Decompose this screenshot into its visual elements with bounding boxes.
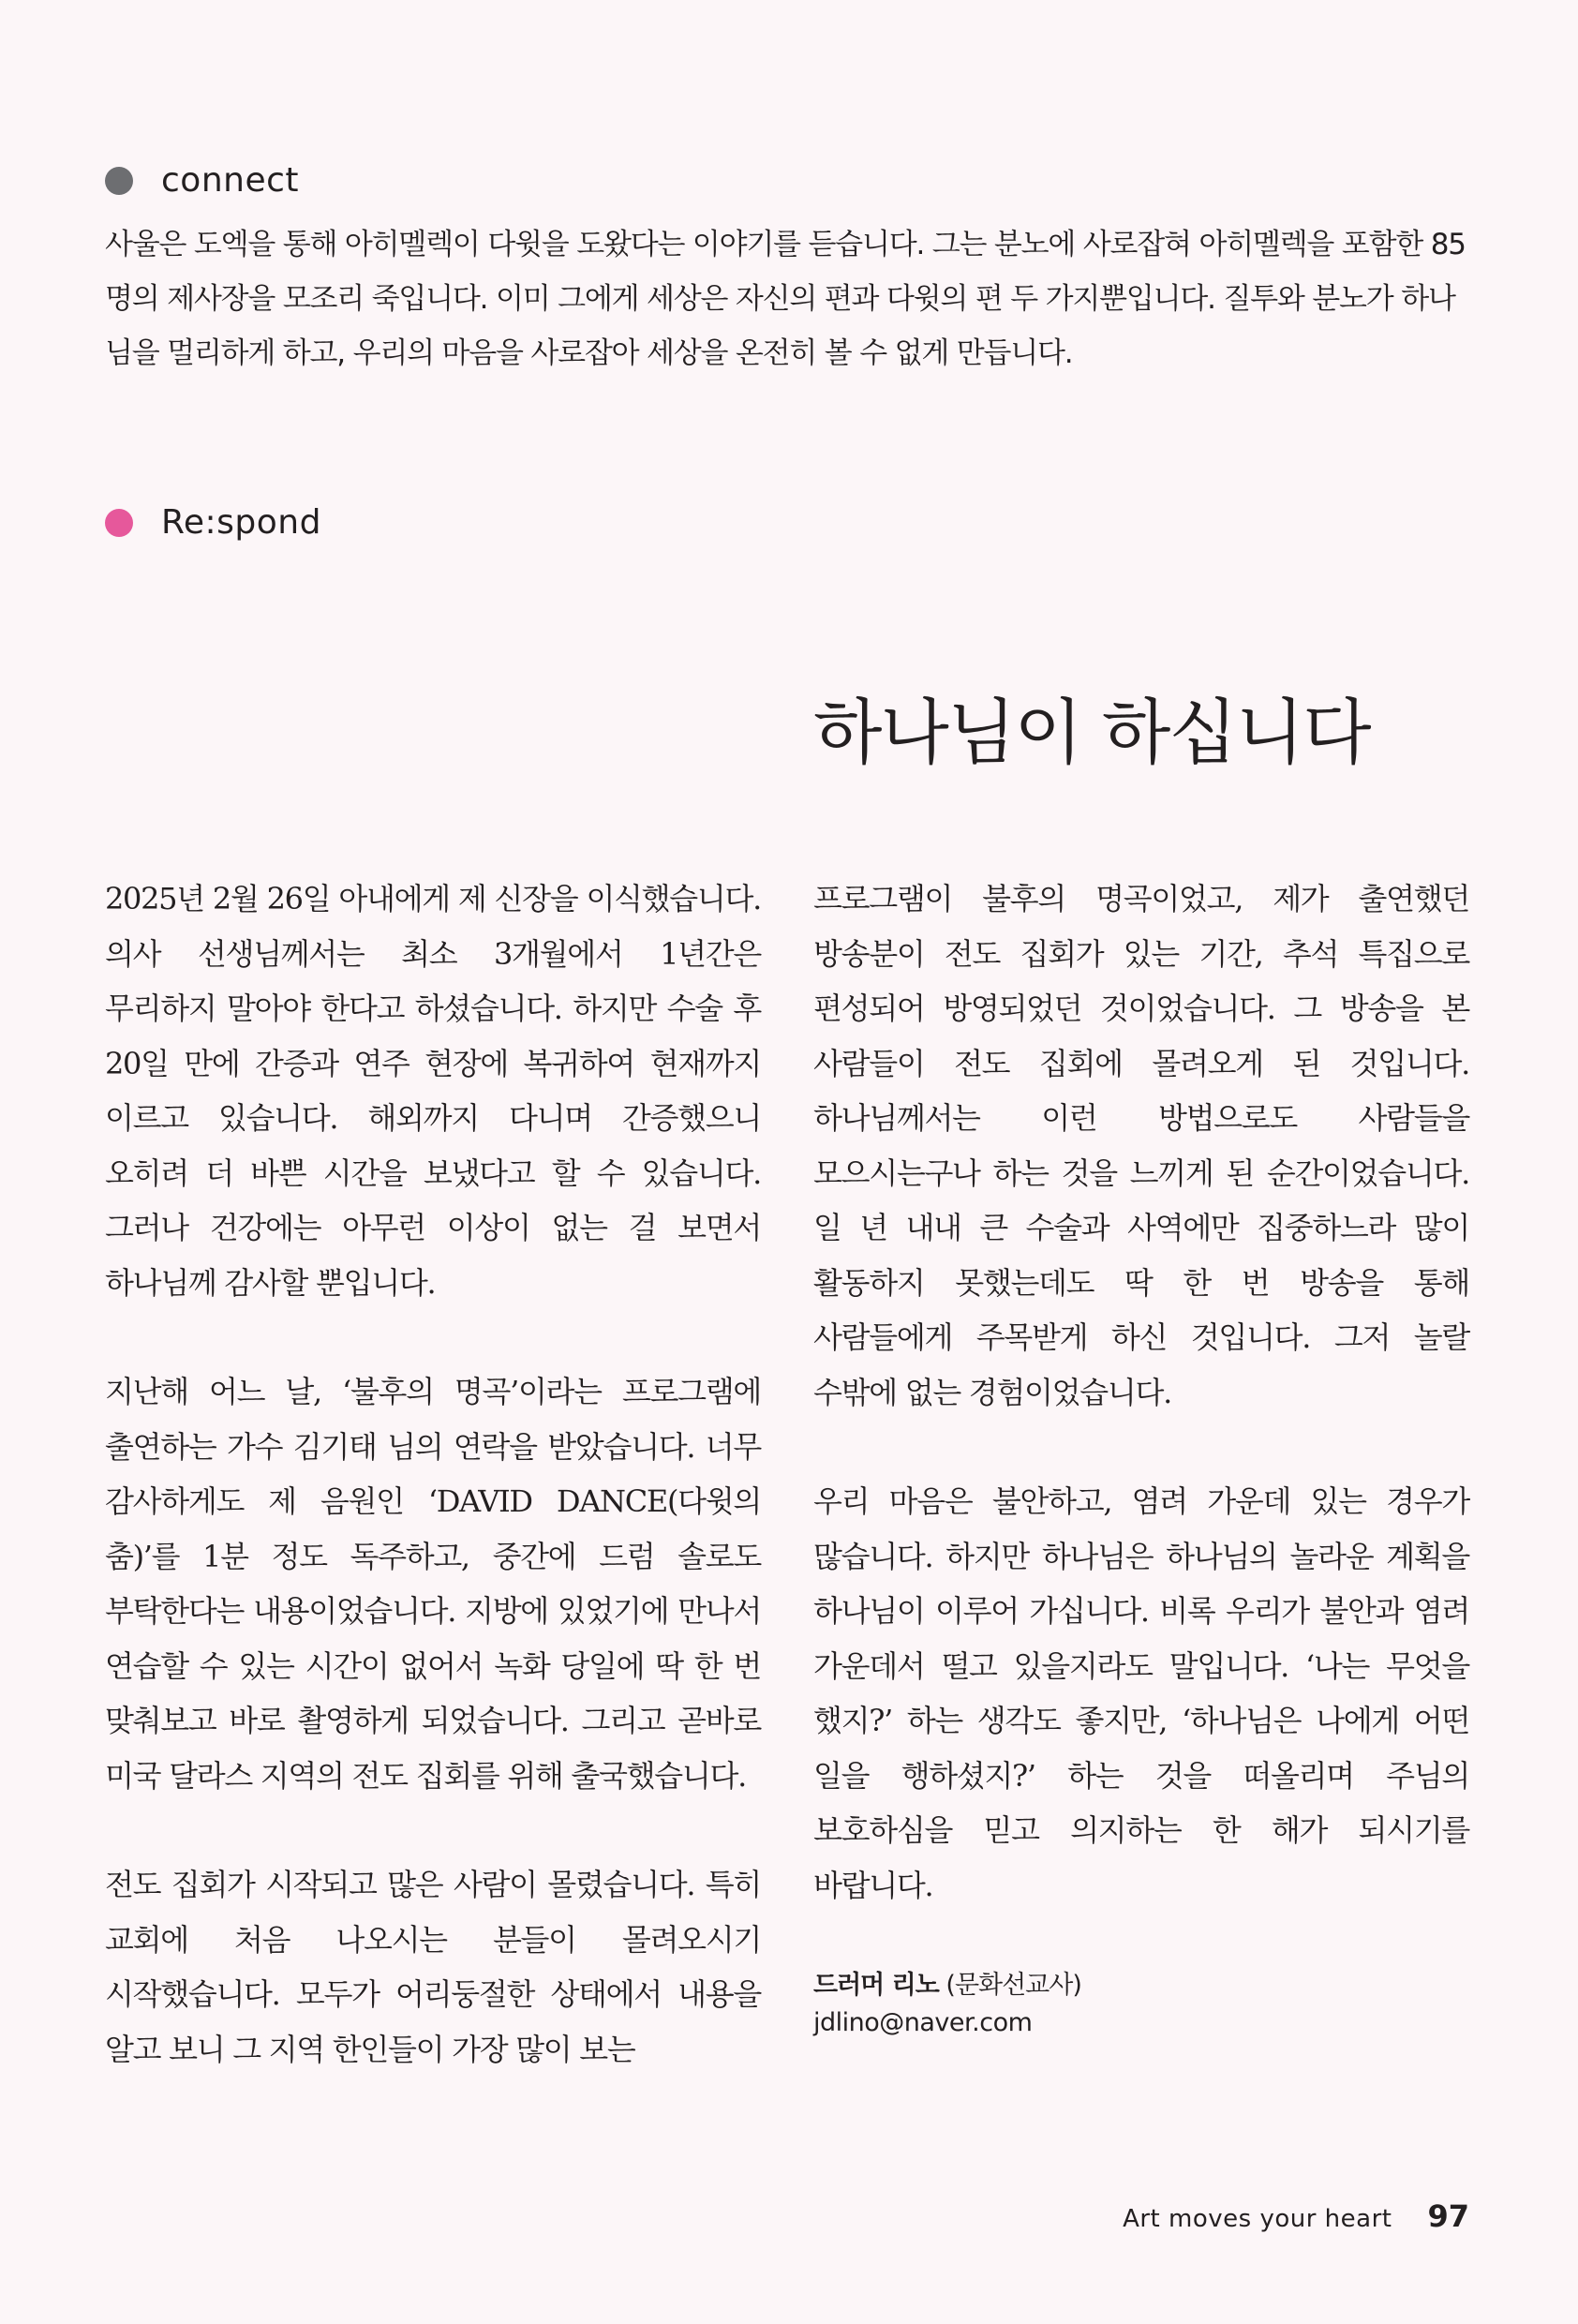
respond-bullet-icon (105, 509, 133, 537)
article-paragraph: 지난해 어느 날, ‘불후의 명곡’이라는 프로그램에 출연하는 가수 김기태 님의 연락을 받았습니다. 너무 감사하게도 제 음원인 ‘DAVID DANCE(다윗의 춤)’를 1분 정도 독주하고, 중간에 드럼 솔로도 부탁한다는 내용이었습니다. 지방에 있었기에 만나서 연습할 수 있는 시간이 없어서 녹화 당일에 딱 한 번 맞춰보고 바로 촬영하게 되었습니다. 그리고 곧바로 미국 달라스 지역의 전도 집회를 위해 출국했습니다. (105, 1374, 761, 1794)
article-paragraph: 우리 마음은 불안하고, 염려 가운데 있는 경우가 많습니다. 하지만 하나님은 하나님의 놀라운 계획을 하나님이 이루어 가십니다. 비록 우리가 불안과 염려 가운데서 떨고 있을지라도 말입니다. ‘나는 무엇을 했지?’ 하는 생각도 좋지만, ‘하나님은 나에게 어떤 일을 행하셨지?’ 하는 것을 떠올리며 주님의 보호하심을 믿고 의지하는 한 해가 되시기를 바랍니다. (813, 1483, 1469, 1903)
article-paragraph: 전도 집회가 시작되고 많은 사람이 몰렸습니다. 특히 교회에 처음 나오시는 분들이 몰려오시기 시작했습니다. 모두가 어리둥절한 상태에서 내용을 알고 보니 그 지역 한인들이 가장 많이 보는 (105, 1867, 761, 2067)
footer-tagline: Art moves your heart (1123, 2205, 1392, 2233)
article-right-column (813, 872, 1469, 2042)
connect-section-header (105, 161, 299, 200)
page-footer (1123, 2198, 1469, 2234)
respond-label: Re:spond (161, 503, 321, 542)
author-line (813, 1967, 1469, 2004)
connect-bullet-icon (105, 167, 133, 195)
author-role: (문화선교사) (945, 1971, 1081, 2000)
article-title: 하나님이 하십니다 (813, 691, 1370, 774)
connect-text: 사울은 도엑을 통해 아히멜렉이 다윗을 도왔다는 이야기를 듣습니다. 그는 분노에 사로잡혀 아히멜렉을 포함한 85명의 제사장을 모조리 죽입니다. 이미 그에게 세상은 자신의 편과 다윗의 편 두 가지뿐입니다. 질투와 분노가 하나님을 멀리하게 하고, 우리의 마음을 사로잡아 세상을 온전히 볼 수 없게 만듭니다. (105, 228, 1466, 370)
author-block (813, 1967, 1469, 2042)
article-paragraph: 프로그램이 불후의 명곡이었고, 제가 출연했던 방송분이 전도 집회가 있는 기간, 추석 특집으로 편성되어 방영되었던 것이었습니다. 그 방송을 본 사람들이 전도 집회에 몰려오게 된 것입니다. 하나님께서는 이런 방법으로도 사람들을 모으시는구나 하는 것을 느끼게 된 순간이었습니다. 일 년 내내 큰 수술과 사역에만 집중하느라 많이 활동하지 못했는데도 딱 한 번 방송을 통해 사람들에게 주목받게 하신 것입니다. 그저 놀랄 수밖에 없는 경험이었습니다. (813, 881, 1469, 1410)
author-name: 드러머 리노 (813, 1971, 939, 2000)
author-email: jdlino@naver.com (813, 2008, 1033, 2037)
respond-section-header (105, 503, 321, 542)
article-left-column (105, 872, 761, 2131)
page-number: 97 (1427, 2198, 1469, 2234)
article-paragraph: 2025년 2월 26일 아내에게 제 신장을 이식했습니다. 의사 선생님께서는 최소 3개월에서 1년간은 무리하지 말아야 한다고 하셨습니다. 하지만 수술 후 20일 만에 간증과 연주 현장에 복귀하여 현재까지 이르고 있습니다. 해외까지 다니며 간증했으니 오히려 더 바쁜 시간을 보냈다고 할 수 있습니다. 그러나 건강에는 아무런 이상이 없는 걸 보면서 하나님께 감사할 뿐입니다. (105, 881, 761, 1301)
connect-label: connect (161, 161, 300, 200)
